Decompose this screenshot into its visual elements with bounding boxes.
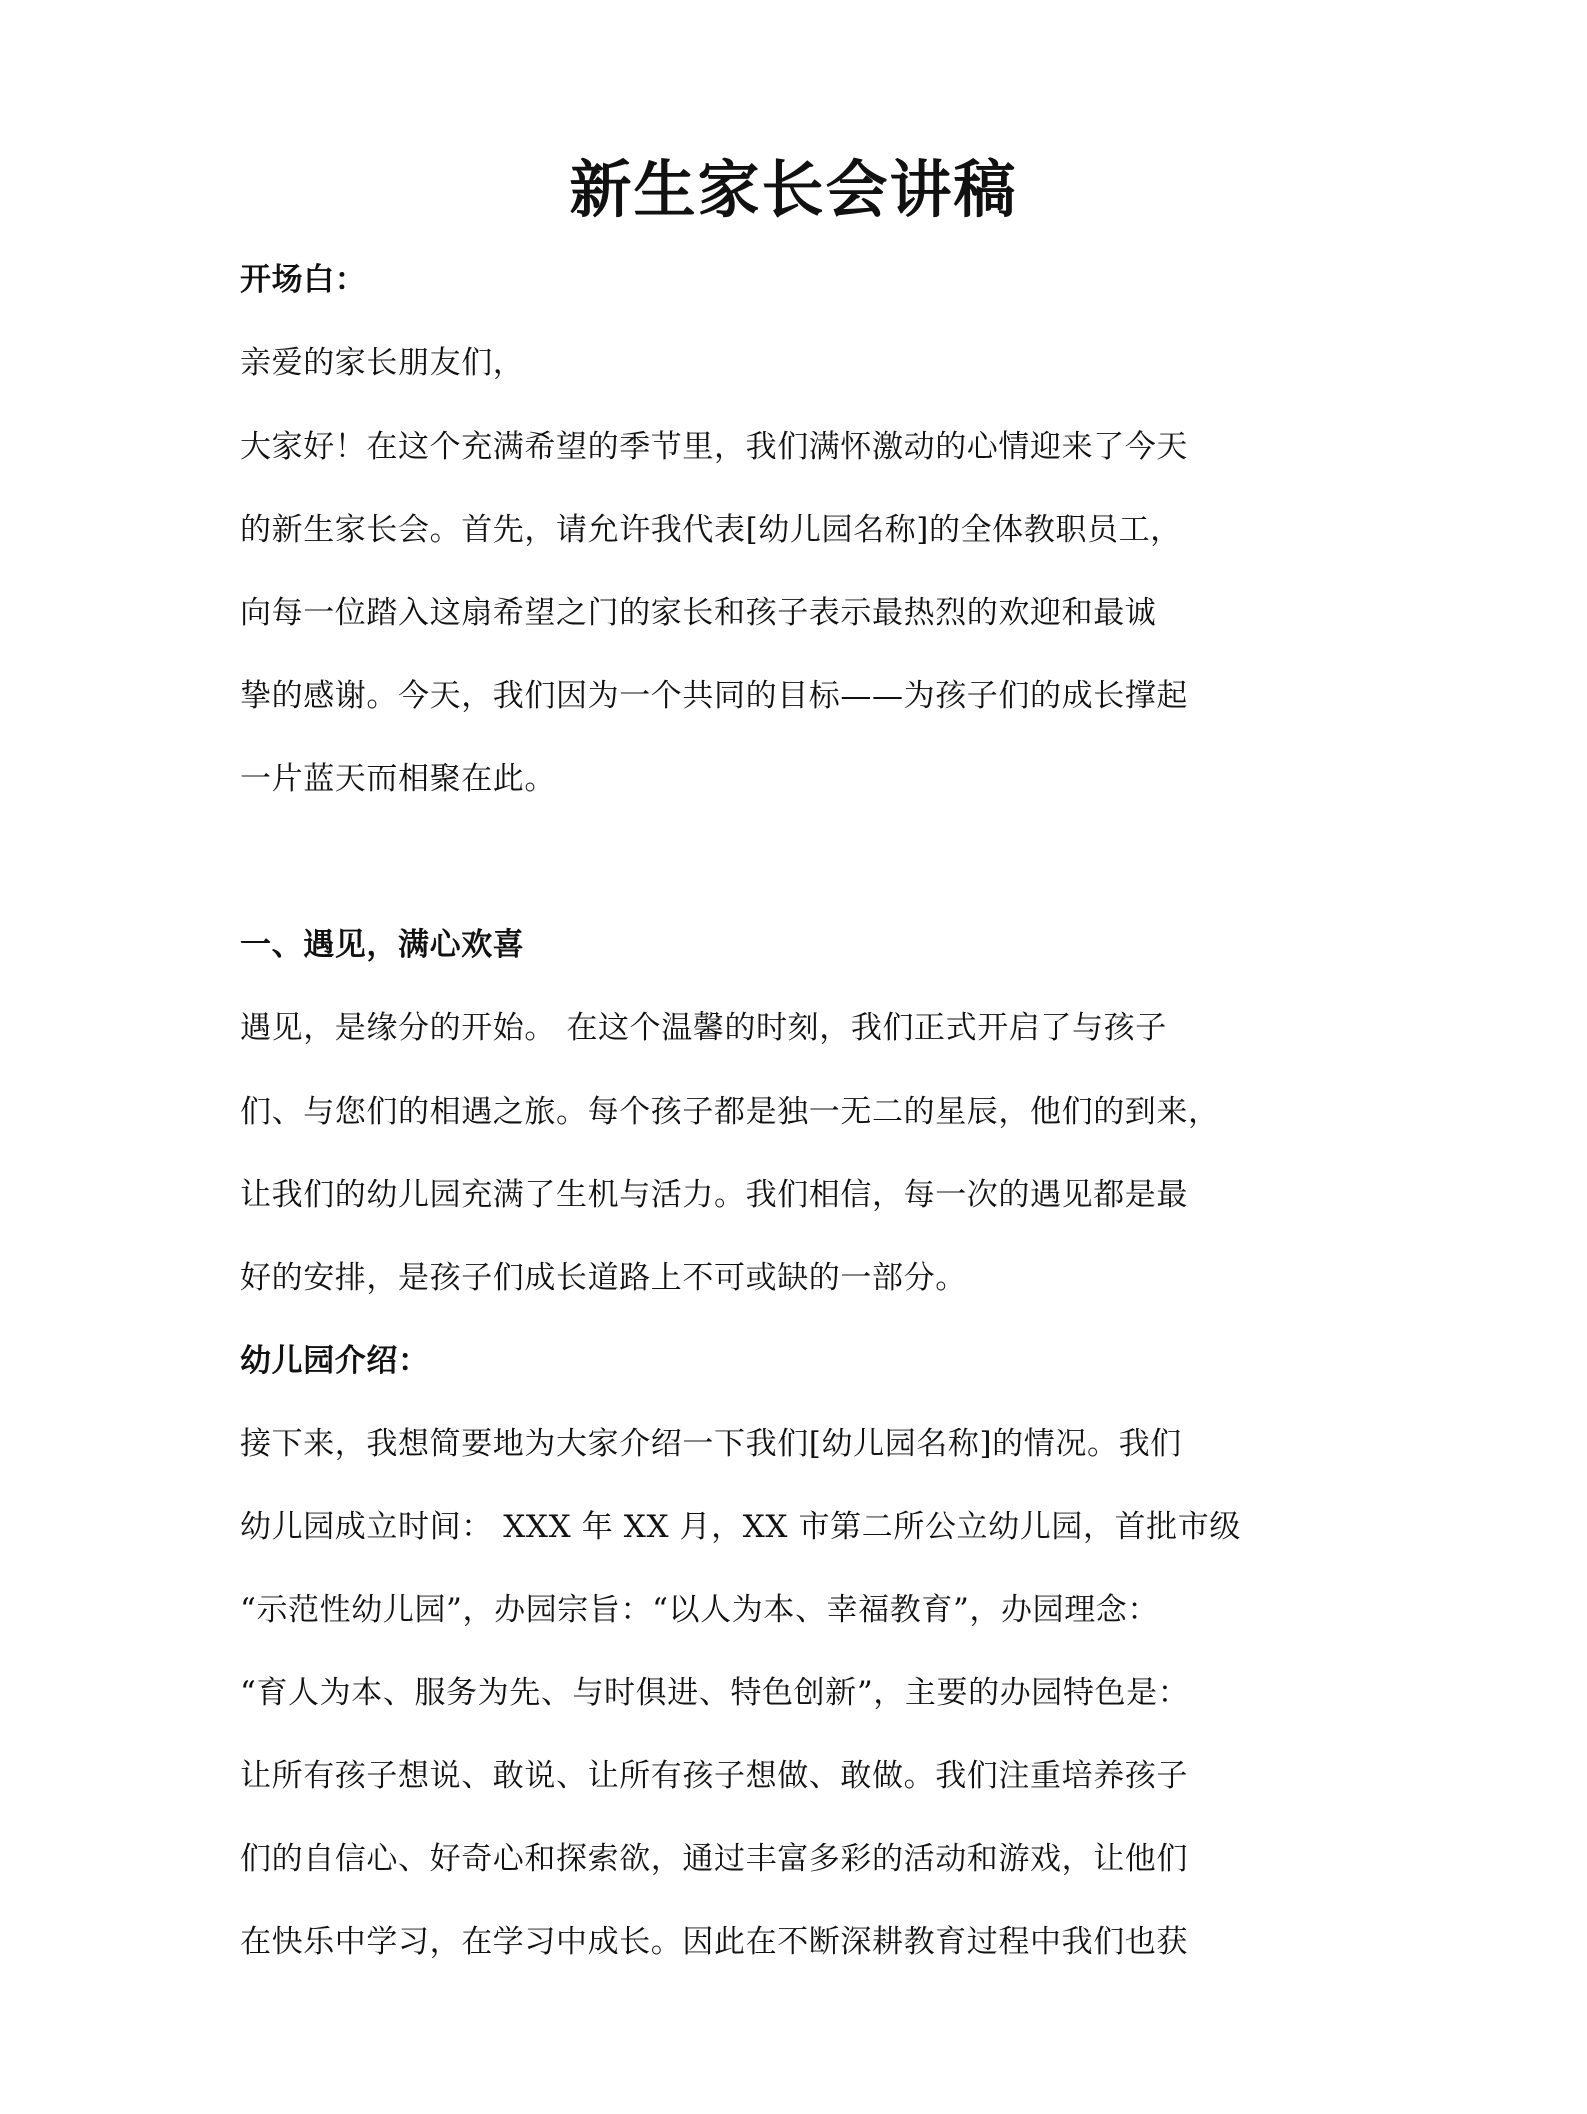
document-title: 新生家长会讲稿 [569, 153, 1018, 226]
paragraph-line: 们、与您们的相遇之旅。每个孩子都是独一无二的星辰，他们的到来， [240, 1094, 1220, 1130]
paragraph-line: 在快乐中学习，在学习中成长。因此在不断深耕教育过程中我们也获 [240, 1924, 1188, 1960]
paragraph-line: 向每一位踏入这扇希望之门的家长和孩子表示最热烈的欢迎和最诚 [240, 595, 1157, 631]
section-heading-kindergarten-intro: 幼儿园介绍： [240, 1343, 430, 1379]
paragraph-line: 让所有孩子想说、敢说、让所有孩子想做、敢做。我们注重培养孩子 [240, 1758, 1188, 1794]
paragraph-line: “示范性幼儿园”，办园宗旨：“以人为本、幸福教育”，办园理念： [240, 1592, 1159, 1628]
paragraph-line: 好的安排，是孩子们成长道路上不可或缺的一部分。 [240, 1260, 967, 1296]
paragraph-line: 一片蓝天而相聚在此。 [240, 761, 556, 797]
paragraph-line: 们的自信心、好奇心和探索欲，通过丰富多彩的活动和游戏，让他们 [240, 1841, 1188, 1877]
paragraph-line: 幼儿园成立时间： XXX 年 XX 月，XX 市第二所公立幼儿园，首批市级 [240, 1509, 1241, 1545]
section-heading-meeting: 一、遇见，满心欢喜 [240, 927, 525, 963]
paragraph-line: 接下来，我想简要地为大家介绍一下我们[幼儿园名称]的情况。我们 [240, 1426, 1182, 1462]
paragraph-line: 挚的感谢。今天，我们因为一个共同的目标——为孩子们的成长撑起 [240, 678, 1188, 714]
paragraph-line: 的新生家长会。首先，请允许我代表[幼儿园名称]的全体教职员工， [240, 512, 1182, 548]
paragraph-line: “育人为本、服务为先、与时俱进、特色创新”，主要的办园特色是： [240, 1675, 1190, 1711]
section-heading-opening: 开场白： [240, 262, 367, 298]
paragraph-line: 大家好！在这个充满希望的季节里，我们满怀激动的心情迎来了今天 [240, 429, 1188, 465]
paragraph-line: 亲爱的家长朋友们， [240, 345, 525, 381]
paragraph-line: 让我们的幼儿园充满了生机与活力。我们相信，每一次的遇见都是最 [240, 1177, 1188, 1213]
paragraph-line: 遇见，是缘分的开始。 在这个温馨的时刻，我们正式开启了与孩子 [240, 1010, 1167, 1046]
